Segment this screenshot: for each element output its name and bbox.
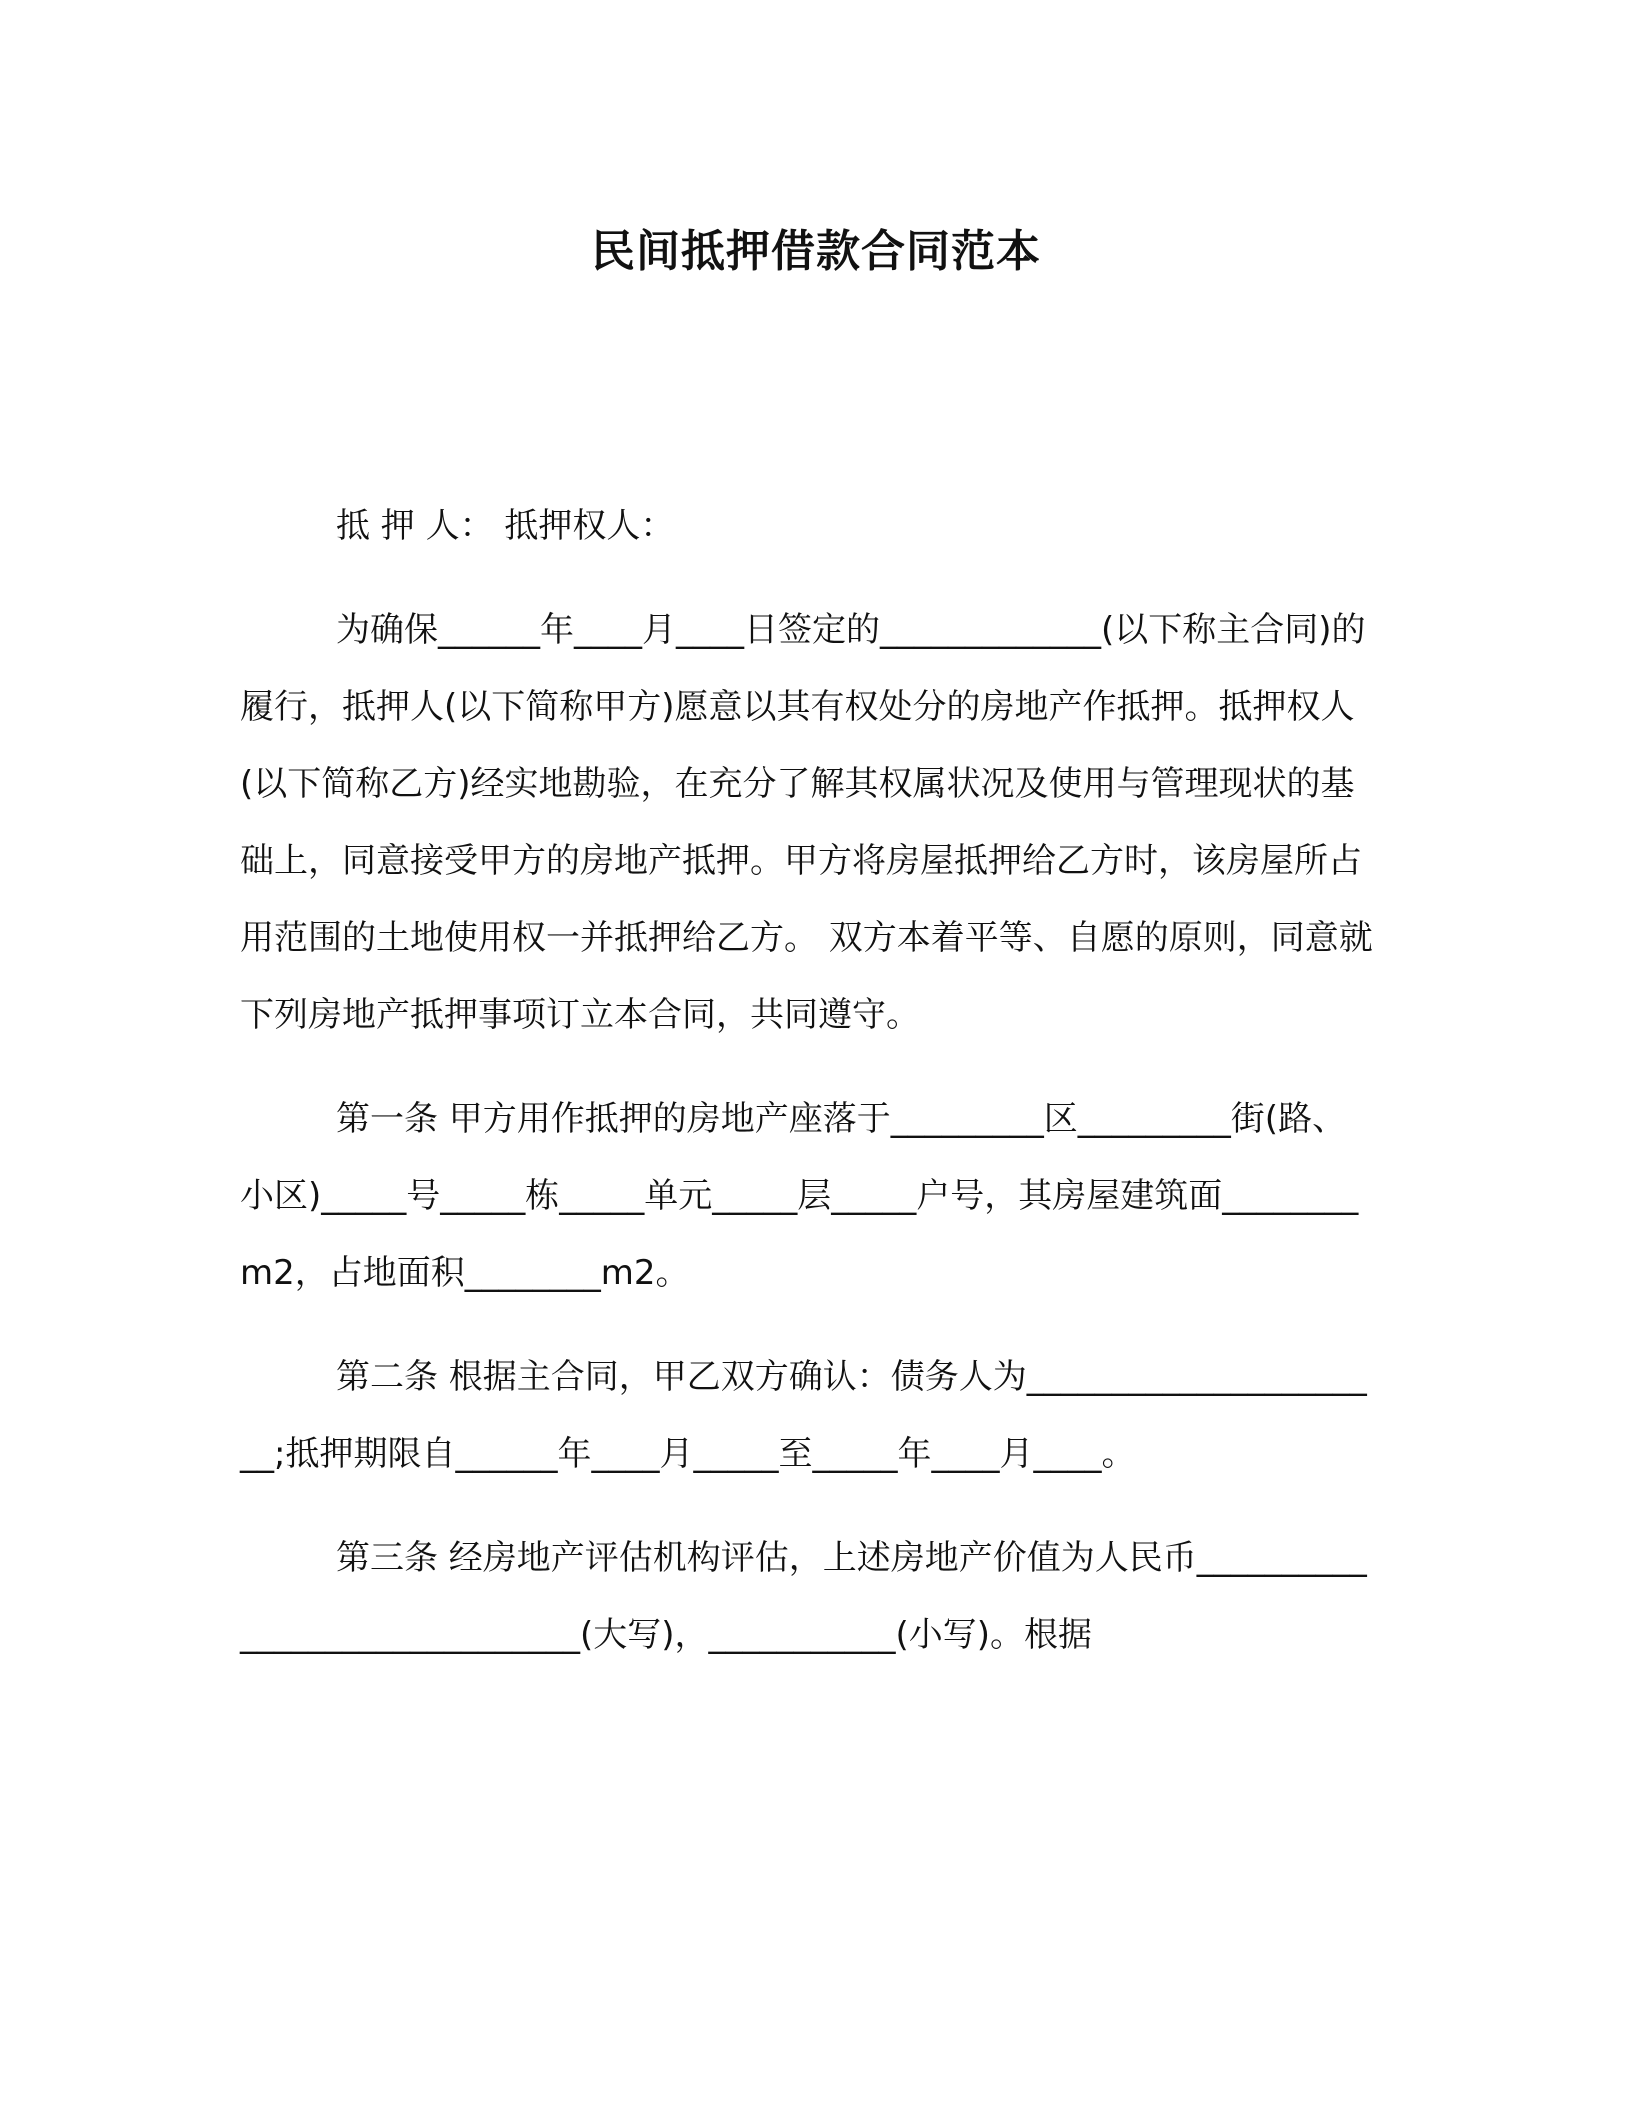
article-1-paragraph: 第一条 甲方用作抵押的房地产座落于_________区_________街(路、小区)_____号_____栋_____单元_____层_____户号，其房屋建筑面________m2，占地面积________m2。 [240,1099,1359,1293]
article-2-paragraph: 第二条 根据主合同，甲乙双方确认：债务人为______________________;抵押期限自______年____月_____至_____年____月____。 [240,1357,1367,1474]
parties-line: 抵 押 人： 抵押权人： [336,506,675,546]
document-title: 民间抵押借款合同范本 [591,226,1041,277]
document-body [240,488,1380,1701]
preamble-paragraph: 为确保______年____月____日签定的_____________(以下称主合同)的履行，抵押人(以下简称甲方)愿意以其有权处分的房地产作抵押。抵押权人(以下简称乙方)经实地勘验，在充分了解其权属状况及使用与管理现状的基础上，同意接受甲方的房地产抵押。甲方将房屋抵押给乙方时，该房屋所占用范围的土地使用权一并抵押给乙方。 双方本着平等、自愿的原则，同意就下列房地产抵押事项订立本合同，共同遵守。 [240,610,1373,1035]
article-3-paragraph: 第三条 经房地产评估机构评估，上述房地产价值为人民币______________________________(大写)，___________(小写)。根据 [240,1538,1367,1655]
